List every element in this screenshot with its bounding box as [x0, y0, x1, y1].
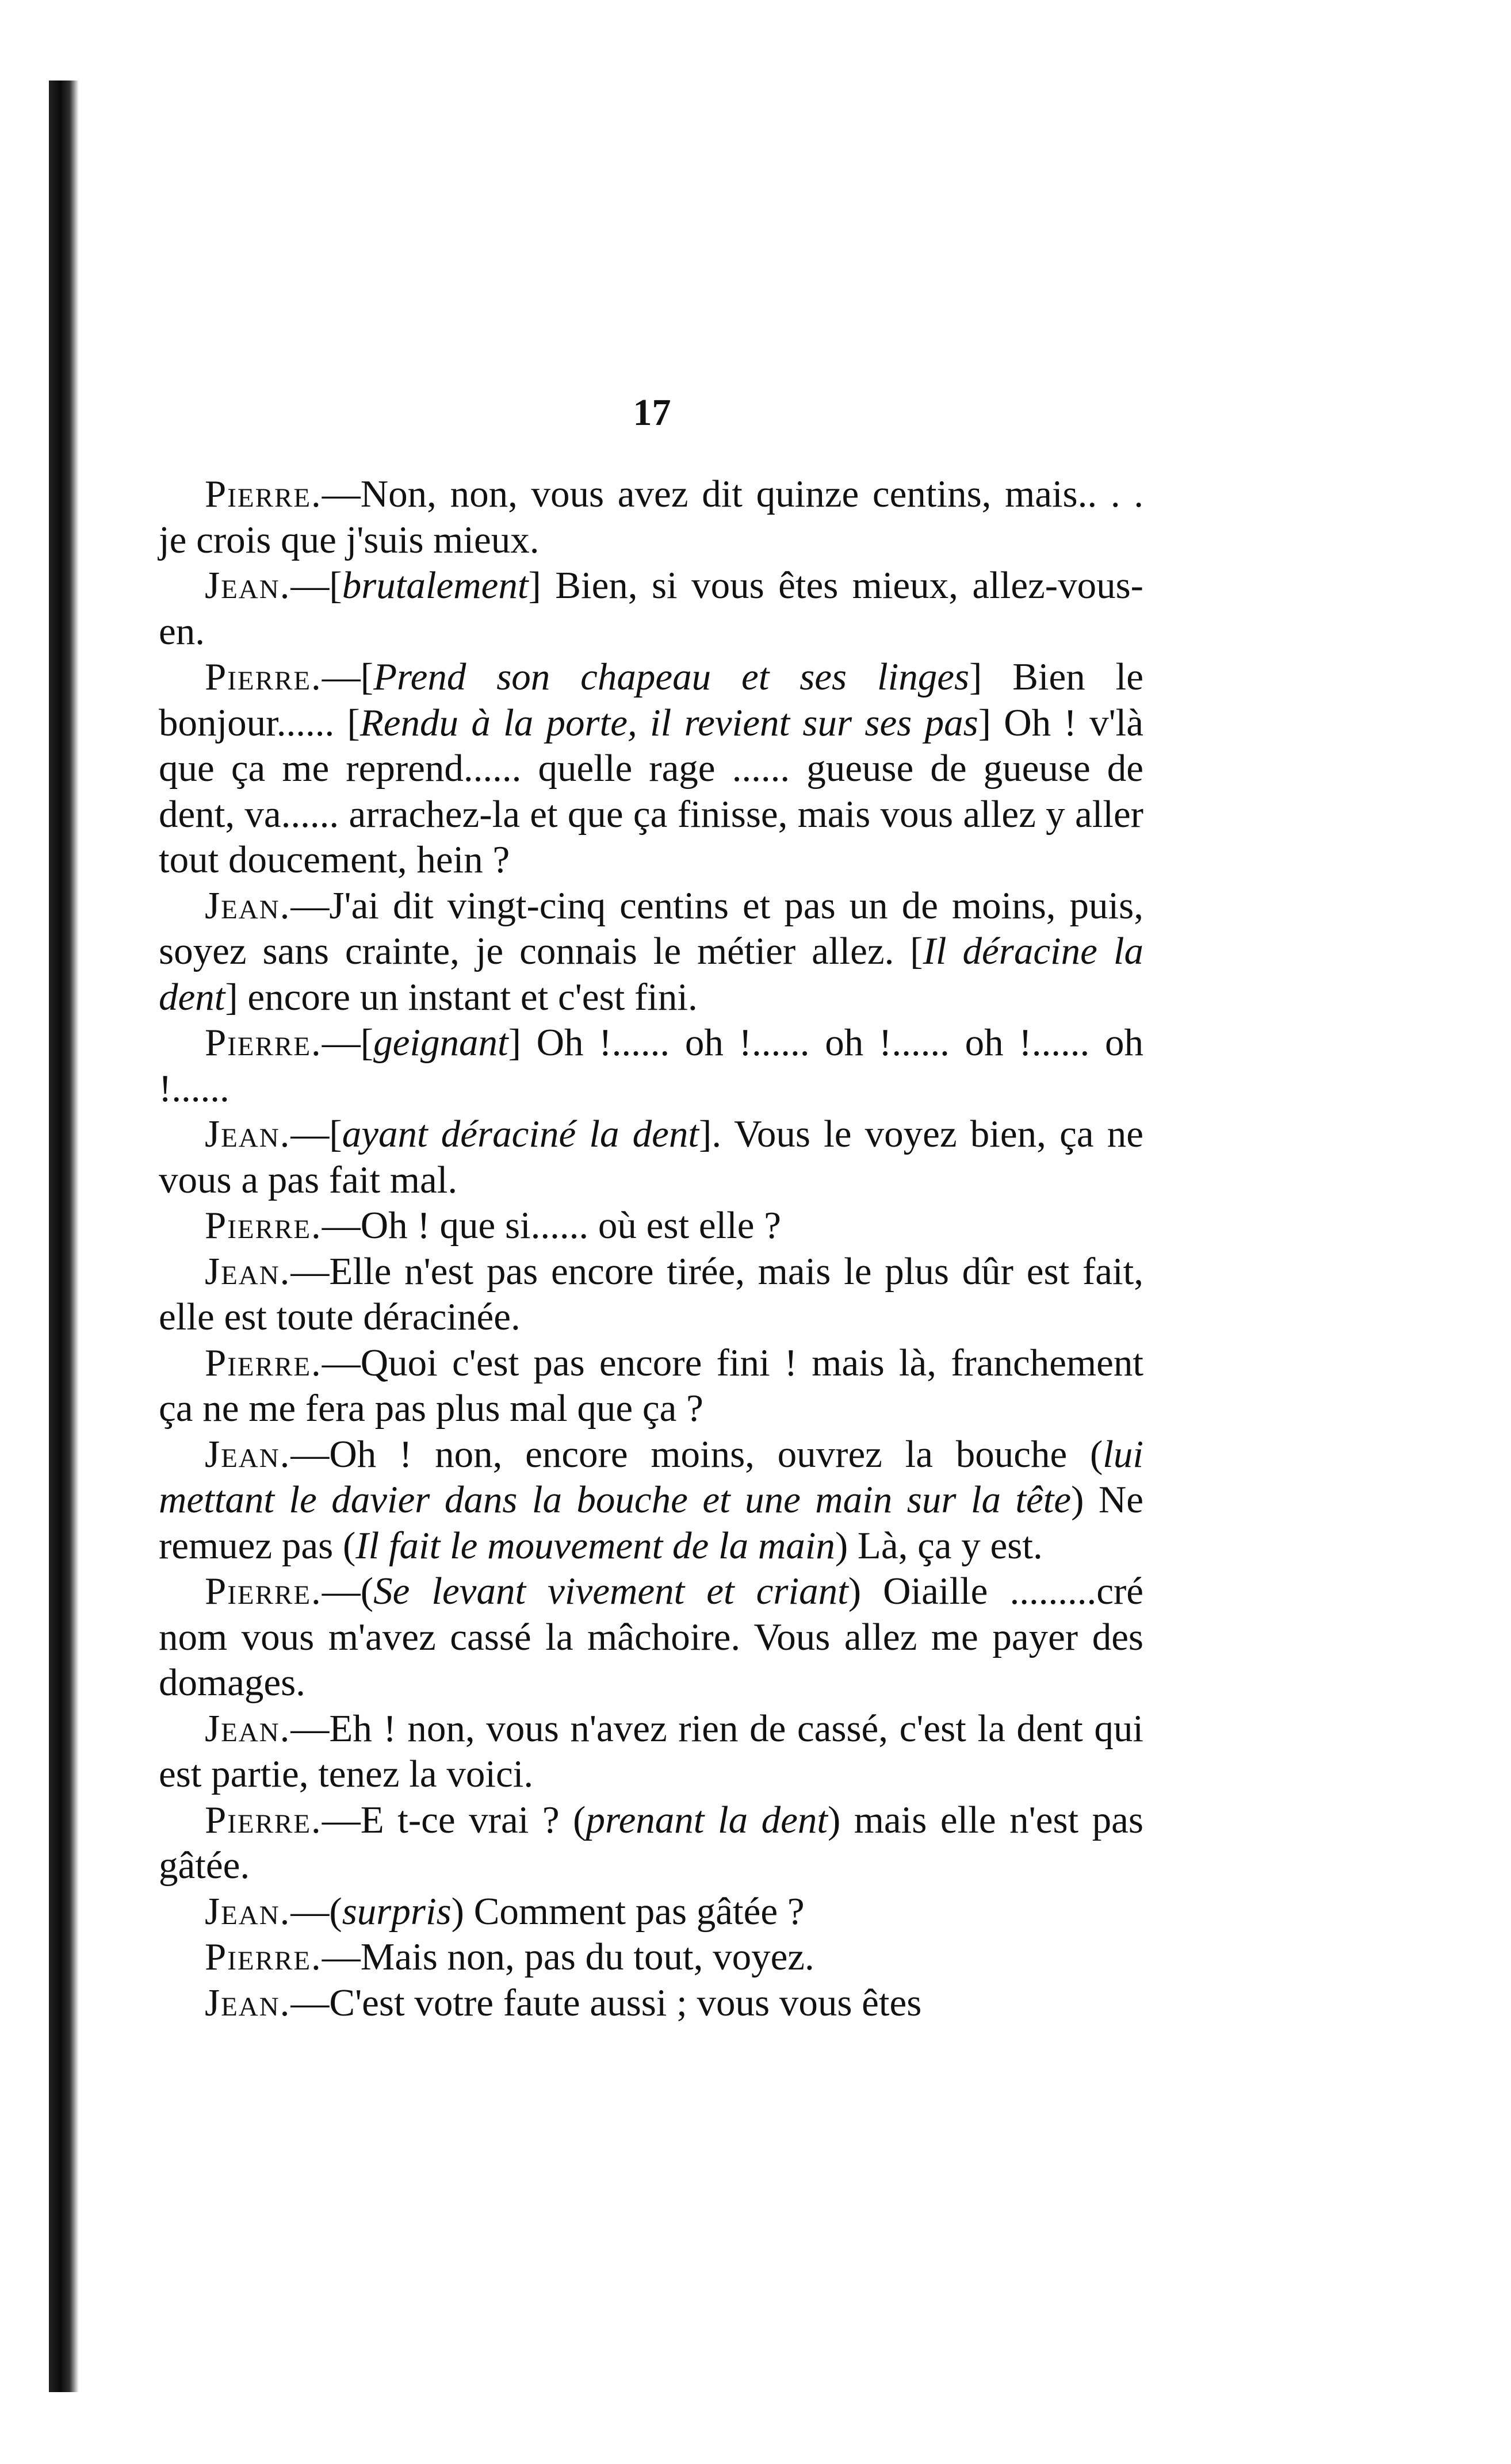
speech-text: —J'ai dit vingt-cinq centins et pas un de moins, puis, soyez sans crainte, je connais le métier allez. [ [159, 884, 1143, 972]
stage-direction: Se levant vivement et criant [373, 1570, 848, 1612]
speech-text: —[ [290, 1113, 342, 1155]
dialogue-line [159, 1569, 1143, 1706]
stage-direction: Prend son chapeau et ses linges [373, 656, 970, 698]
speech-text: ] encore un instant et c'est fini. [225, 975, 698, 1018]
speech-text: ) Comment pas gâtée ? [451, 1890, 805, 1933]
speaker-name: Jean. [205, 564, 291, 607]
speaker-name: Jean. [205, 884, 291, 927]
speaker-name: Jean. [205, 1250, 291, 1293]
speech-text: ) Là, ça y est. [835, 1524, 1043, 1567]
speech-text: ] Bien le bonjour...... [ [159, 656, 1143, 744]
speaker-name: Pierre. [205, 1936, 322, 1978]
dialogue-line [159, 654, 1143, 883]
speaker-name: Pierre. [205, 1570, 322, 1612]
dialogue-line [159, 472, 1143, 563]
speech-text: ] Oh ! v'là que ça me reprend...... quelle rage ...... gueuse de gueuse de dent, va...... arrachez-la et que ça finisse, mais vous allez y aller tout doucement, hein ? [159, 701, 1143, 881]
stage-direction: geignant [373, 1021, 508, 1064]
dialogue-line [159, 1706, 1143, 1798]
dialogue-line [159, 1340, 1143, 1432]
speech-text: —Non, non, vous avez dit quinze centins, mais.. . . je crois que j'suis mieux. [159, 473, 1143, 561]
speech-text: —E t-ce vrai ? ( [322, 1798, 586, 1841]
speaker-name: Jean. [205, 1432, 291, 1476]
speech-text: —Quoi c'est pas encore fini ! mais là, franchement ça ne me fera pas plus mal que ça ? [159, 1341, 1143, 1430]
speech-text: —Mais non, pas du tout, voyez. [322, 1936, 814, 1978]
speaker-name: Jean. [205, 1707, 291, 1750]
speech-text: —[ [290, 564, 342, 607]
speaker-name: Jean. [205, 1890, 291, 1933]
dialogue-line [159, 1889, 1143, 1935]
speech-text: ] Oh !...... oh !...... oh !...... oh !...... oh !...... [159, 1021, 1143, 1110]
dialogue-line [159, 1112, 1143, 1203]
speech-text: —( [322, 1570, 374, 1612]
speech-text: —[ [322, 1021, 374, 1064]
speech-text: ) Ne remuez pas ( [159, 1478, 1143, 1567]
dialogue-line [159, 1798, 1143, 1889]
page-number: 17 [633, 392, 671, 434]
speech-text: —[ [322, 656, 374, 698]
speech-text: —Eh ! non, vous n'avez rien de cassé, c'est la dent qui est partie, tenez la voici. [159, 1707, 1143, 1795]
stage-direction: lui mettant le davier dans la bouche et une main sur la tête [159, 1432, 1143, 1521]
speech-text: —Oh ! que si...... où est elle ? [322, 1204, 782, 1247]
speech-text: —( [290, 1890, 342, 1933]
stage-direction: brutalement [342, 564, 529, 607]
stage-direction: Il fait le mouvement de la main [355, 1524, 835, 1567]
speech-text: —Elle n'est pas encore tirée, mais le plus dûr est fait, elle est toute déracinée. [159, 1250, 1143, 1338]
dialogue-line [159, 1980, 1143, 2026]
stage-direction: prenant la dent [586, 1798, 828, 1841]
dialogue-line [159, 563, 1143, 654]
dialogue-line [159, 1432, 1143, 1569]
dialogue-line [159, 883, 1143, 1021]
speech-text: ]. Vous le voyez bien, ça ne vous a pas fait mal. [159, 1113, 1143, 1201]
speaker-name: Pierre. [205, 1341, 322, 1384]
speaker-name: Pierre. [205, 1021, 322, 1064]
stage-direction: surpris [342, 1890, 452, 1933]
dialogue-line [159, 1249, 1143, 1340]
speech-text: ] Bien, si vous êtes mieux, allez-vous-en. [159, 564, 1143, 653]
speaker-name: Pierre. [205, 473, 322, 515]
speech-text: —Oh ! non, encore moins, ouvrez la bouche ( [290, 1432, 1103, 1476]
stage-direction: Il déracine la dent [159, 930, 1143, 1018]
dialogue-line [159, 1203, 1143, 1249]
speech-text: ) mais elle n'est pas gâtée. [159, 1798, 1143, 1887]
speaker-name: Pierre. [205, 656, 322, 698]
speech-text: ) Oiaille .........cré nom vous m'avez cassé la mâchoire. Vous allez me payer des domages. [159, 1570, 1143, 1704]
stage-direction: ayant déraciné la dent [342, 1113, 699, 1155]
speech-text: —C'est votre faute aussi ; vous vous êtes [290, 1981, 922, 2024]
dialogue-line [159, 1934, 1143, 1980]
speaker-name: Pierre. [205, 1204, 322, 1247]
dialogue-line [159, 1020, 1143, 1112]
speaker-name: Jean. [205, 1113, 291, 1155]
speaker-name: Pierre. [205, 1798, 322, 1841]
stage-direction: Rendu à la porte, il revient sur ses pas [359, 701, 978, 744]
dialogue-text [159, 472, 1143, 2026]
speaker-name: Jean. [205, 1981, 291, 2024]
